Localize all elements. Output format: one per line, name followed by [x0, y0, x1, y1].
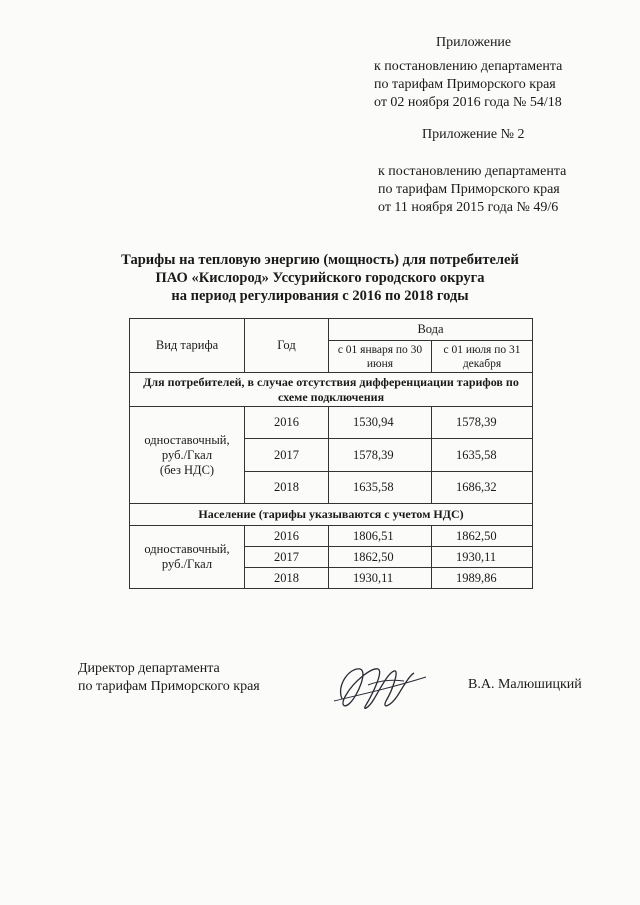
tariff-kind-line: одноставочный, [144, 432, 230, 447]
tariff-kind-line: руб./Гкал [161, 447, 213, 462]
year-cell: 2016 [245, 407, 329, 439]
section-1-title: Для потребителей, в случае отсутствия дифференциации тарифов по схеме подключения [130, 373, 533, 407]
tariff-kind-cell [130, 526, 245, 589]
col-header-year: Год [245, 319, 329, 373]
year-cell: 2017 [245, 439, 329, 472]
tariff-kind-line: руб./Гкал [161, 557, 213, 571]
value-cell-h1: 1530,94 [329, 407, 432, 439]
value-cell-h1: 1806,51 [329, 526, 432, 547]
tariff-table [129, 318, 533, 589]
year-cell: 2018 [245, 568, 329, 589]
decree-line-1: к постановлению департамента [374, 59, 563, 74]
value-cell-h2: 1578,39 [432, 407, 533, 439]
value-cell-h2: 1635,58 [432, 439, 533, 472]
table-row [130, 407, 533, 439]
signer-position-line-1: Директор департамента [78, 661, 220, 676]
section-2-title: Население (тарифы указываются с учетом НДС) [130, 504, 533, 526]
handwritten-signature-icon [328, 655, 438, 715]
value-cell-h2: 1989,86 [432, 568, 533, 589]
signer-position-line-2: по тарифам Приморского края [78, 679, 260, 694]
tariff-kind-line: (без НДС) [159, 462, 215, 477]
value-cell-h1: 1635,58 [329, 472, 432, 504]
signer-name: В.А. Малюшицкий [468, 677, 582, 692]
title-line-1: Тарифы на тепловую энергию (мощность) для потребителей [121, 252, 519, 268]
value-cell-h2: 1686,32 [432, 472, 533, 504]
decree-line-2: по тарифам Приморского края [374, 77, 556, 92]
col-header-period-2: с 01 июля по 31 декабря [432, 341, 533, 373]
title-line-3: на период регулирования с 2016 по 2018 годы [171, 288, 469, 304]
decree2-line-3: от 11 ноября 2015 года № 49/6 [378, 200, 559, 215]
year-cell: 2016 [245, 526, 329, 547]
col-header-water: Вода [329, 319, 533, 341]
value-cell-h2: 1930,11 [432, 547, 533, 568]
value-cell-h2: 1862,50 [432, 526, 533, 547]
year-cell: 2017 [245, 547, 329, 568]
table-row [130, 526, 533, 547]
value-cell-h1: 1930,11 [329, 568, 432, 589]
title-line-2: ПАО «Кислород» Уссурийского городского округа [155, 270, 485, 286]
appendix-label: Приложение [436, 35, 512, 50]
tariff-kind-line: одноставочный, [144, 542, 230, 556]
col-header-tariff: Вид тарифа [130, 319, 245, 373]
value-cell-h1: 1862,50 [329, 547, 432, 568]
decree2-line-1: к постановлению департамента [378, 164, 567, 179]
decree2-line-2: по тарифам Приморского края [378, 182, 560, 197]
year-cell: 2018 [245, 472, 329, 504]
value-cell-h1: 1578,39 [329, 439, 432, 472]
decree-line-3: от 02 ноября 2016 года № 54/18 [374, 95, 562, 110]
col-header-period-1: с 01 января по 30 июня [329, 341, 432, 373]
appendix2-label: Приложение № 2 [422, 127, 525, 142]
tariff-kind-cell [130, 407, 245, 504]
